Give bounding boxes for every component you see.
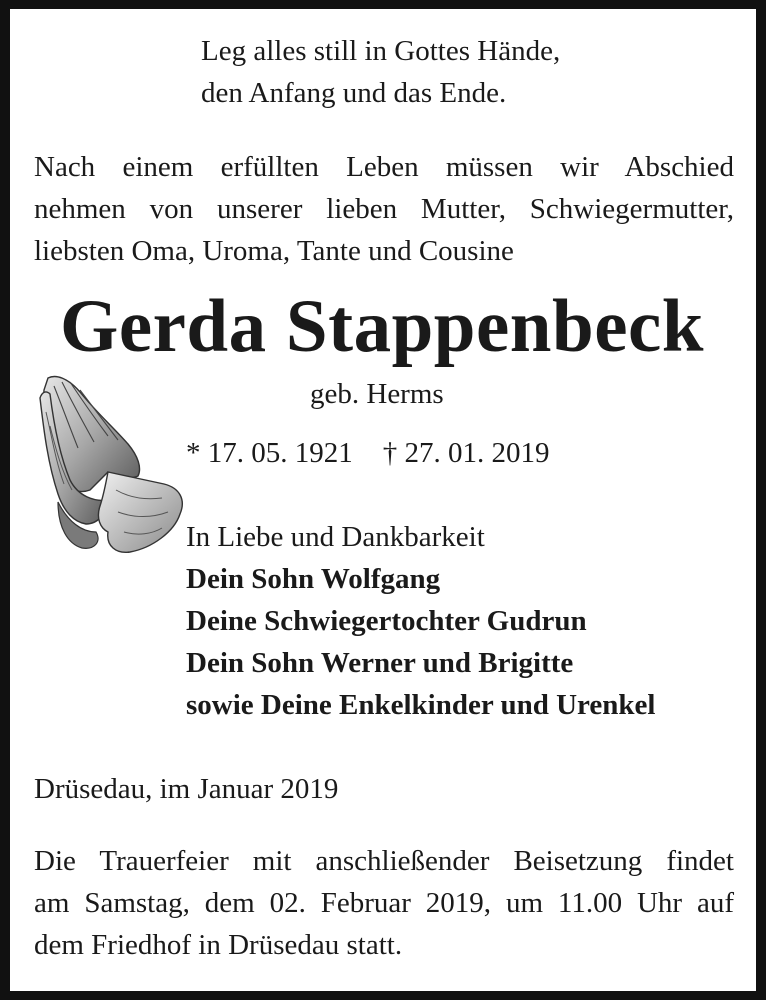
- birth-date: * 17. 05. 1921: [186, 437, 353, 469]
- verse-line-1: Leg alles still in Gottes Hände,: [201, 35, 561, 67]
- place-and-date: Drüsedau, im Januar 2019: [34, 773, 339, 805]
- funeral-line-2: am Samstag, dem 02. Februar 2019, um 11.00 Uhr auf: [34, 887, 734, 919]
- mourners-heading: In Liebe und Dankbarkeit: [186, 521, 485, 553]
- deceased-name: Gerda Stappenbeck: [60, 285, 704, 368]
- verse-line-2: den Anfang und das Ende.: [201, 77, 507, 109]
- praying-hands-icon: [34, 372, 188, 556]
- maiden-name: geb. Herms: [310, 378, 444, 410]
- life-dates: [186, 432, 550, 474]
- funeral-line-3: dem Friedhof in Drüsedau statt.: [34, 929, 403, 961]
- mourner-line: sowie Deine Enkelkinder und Urenkel: [186, 689, 656, 721]
- intro-text: [34, 146, 734, 272]
- intro-line-1: Nach einem erfüllten Leben müssen wir Abschied: [34, 151, 734, 183]
- intro-line-2: nehmen von unserer lieben Mutter, Schwiegermutter,: [34, 193, 734, 225]
- mourner-line: Deine Schwiegertochter Gudrun: [186, 605, 587, 637]
- death-date: † 27. 01. 2019: [382, 437, 550, 469]
- intro-line-3: liebsten Oma, Uroma, Tante und Cousine: [34, 235, 514, 267]
- funeral-line-1: Die Trauerfeier mit anschließender Beisetzung findet: [34, 845, 734, 877]
- mourner-line: Dein Sohn Wolfgang: [186, 563, 441, 595]
- mourner-line: Dein Sohn Werner und Brigitte: [186, 647, 574, 679]
- funeral-notice: [34, 840, 734, 966]
